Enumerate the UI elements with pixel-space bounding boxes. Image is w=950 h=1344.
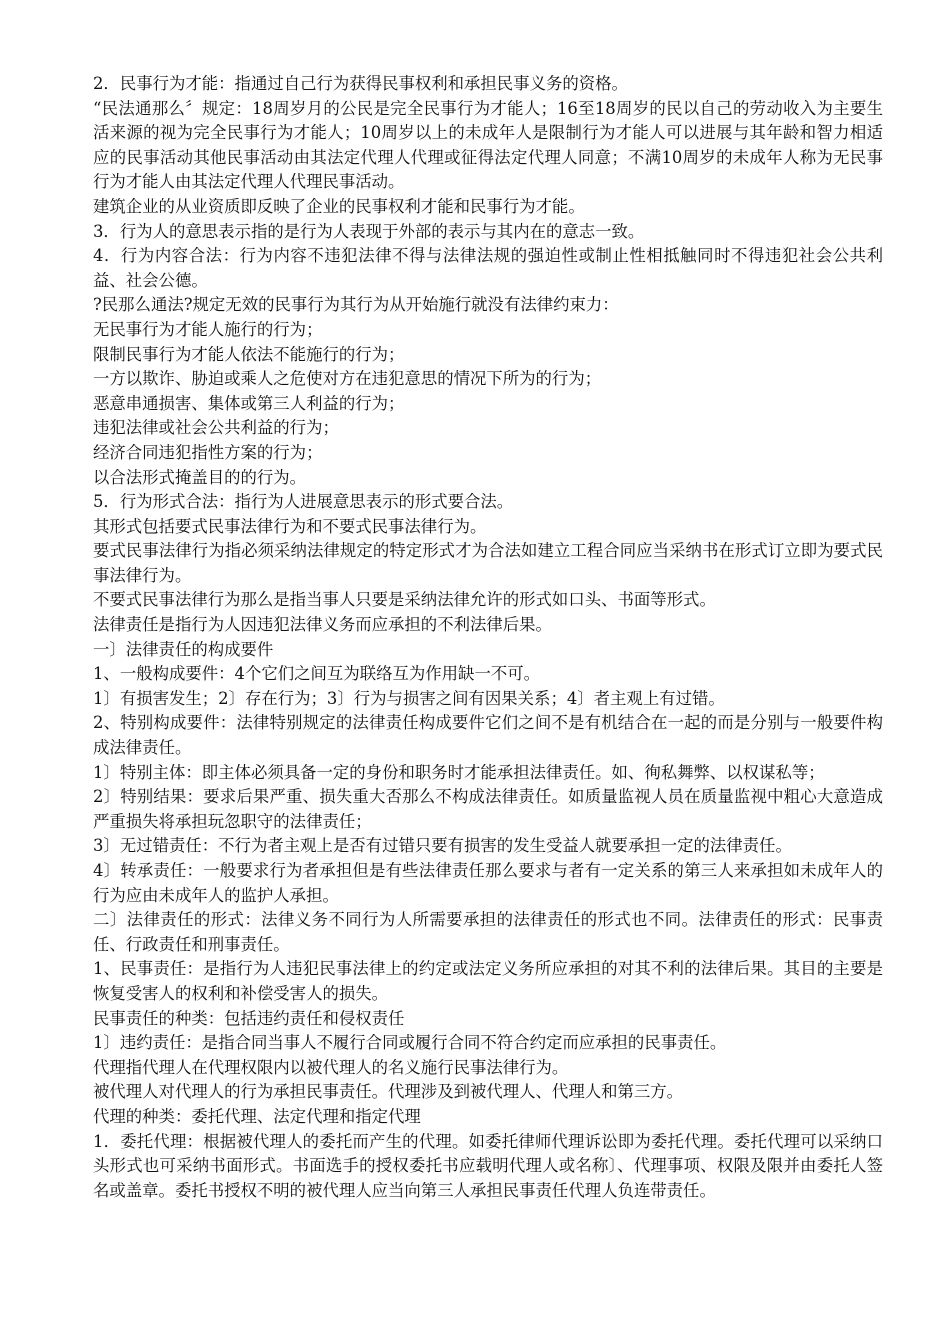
paragraph-legal-liability-definition: 法律责任是指行为人因违犯法律义务而应承担的不利法律后果。 bbox=[93, 615, 552, 635]
list-item-breach-liability: 1〕违约责任：是指合同当事人不履行合同或履行合同不符合约定而应承担的民事责任。 bbox=[93, 1033, 727, 1053]
list-item-invalid-act: 限制民事行为才能人依法不能施行的行为； bbox=[93, 344, 405, 364]
paragraph-special-elements: 2、特别构成要件：法律特别规定的法律责任构成要件它们之间不是有机结合在一起的而是分别与一般要件构成法律责任。 bbox=[93, 713, 883, 758]
paragraph-agency-types: 代理的种类：委托代理、法定代理和指定代理 bbox=[93, 1106, 421, 1126]
paragraph-informal-acts: 不要式民事法律行为那么是指当事人只要是采纳法律允许的形式如口头、书面等形式。 bbox=[93, 590, 716, 610]
list-item-invalid-act: 无民事行为才能人施行的行为； bbox=[93, 319, 323, 339]
paragraph-invalid-acts-intro: ?民那么通法?规定无效的民事行为其行为从开始施行就没有法律约束力： bbox=[93, 295, 619, 315]
paragraph-civil-capacity: 2．民事行为才能：指通过自己行为获得民事权利和承担民事义务的资格。 bbox=[93, 74, 628, 93]
paragraph-formal-acts: 要式民事法律行为指必须采纳法律规定的特定形式才为合法如建立工程合同应当采纳书在形式订立即为要式民事法律行为。 bbox=[93, 541, 883, 585]
paragraph-civil-liability-types: 民事责任的种类：包括违约责任和侵权责任 bbox=[93, 1008, 405, 1028]
list-item-invalid-act: 恶意串通损害、集体或第三人利益的行为； bbox=[93, 393, 405, 413]
list-item-special-result: 2〕特别结果：要求后果严重、损失重大否那么不构成法律责任。如质量监视人员在质量监视中粗心大意造成严重损失将承担玩忽职守的法律责任； bbox=[93, 787, 883, 831]
paragraph-intent-expression: 3．行为人的意思表示指的是行为人表现于外部的表示与其内在的意志一致。 bbox=[93, 221, 645, 241]
paragraph-general-elements: 1、一般构成要件：4个它们之间互为联络互为作用缺一不可。 bbox=[93, 664, 541, 684]
list-item-invalid-act: 违犯法律或社会公共利益的行为； bbox=[93, 418, 339, 438]
paragraph-general-principles-age: “民法通那么〞规定：18周岁月的公民是完全民事行为才能人；16至18周岁的民以自己的劳动收入为主要生活来源的视为完全民事行为才能人；10周岁以上的未成年人是限制行为才能人可以进展与其年龄和智力相适应的民事活动其他民事活动由其法定代理人代理或征得法定代理人同意；不满10周岁的未成年人称为无民事行为才能人由其法定代理人代理民事活动。 bbox=[93, 98, 883, 192]
paragraph-civil-liability: 1、民事责任：是指行为人违犯民事法律上的约定或法定义务所应承担的对其不利的法律后果。其目的主要是恢复受害人的权利和补偿受害人的损失。 bbox=[93, 959, 883, 1003]
list-item-vicarious-liability: 4〕转承责任：一般要求行为者承担但是有些法律责任那么要求与者有一定关系的第三人来承担如未成年人的行为应由未成年人的监护人承担。 bbox=[93, 861, 883, 905]
paragraph-entrusted-agency: 1．委托代理：根据被代理人的委托而产生的代理。如委托律师代理诉讼即为委托代理。委托代理可以采纳口头形式也可采纳书面形式。书面选手的授权委托书应载明代理人或名称〕、代理事项、权限及限并由委托人签名或盖章。委托书授权不明的被代理人应当向第三人承担民事责任代理人负连带责任。 bbox=[93, 1131, 883, 1200]
paragraph-lawful-form: 5．行为形式合法：指行为人进展意思表示的形式要合法。 bbox=[93, 492, 514, 512]
paragraph-lawful-content: 4．行为内容合法：行为内容不违犯法律不得与法律法规的强迫性或制止性相抵触同时不得违犯社会公共利益、社会公德。 bbox=[93, 246, 883, 290]
paragraph-general-elements-list: 1〕有损害发生；2〕存在行为；3〕行为与损害之间有因果关系；4〕者主观上有过错。 bbox=[93, 688, 725, 708]
list-item-invalid-act: 以合法形式掩盖目的的行为。 bbox=[93, 467, 307, 487]
list-item-invalid-act: 经济合同违犯指性方案的行为； bbox=[93, 442, 323, 462]
paragraph-form-types: 其形式包括要式民事法律行为和不要式民事法律行为。 bbox=[93, 516, 487, 536]
list-item-no-fault-liability: 3〕无过错责任：不行为者主观上是否有过错只要有损害的发生受益人就要承担一定的法律责任。 bbox=[93, 836, 792, 856]
list-item-invalid-act: 一方以欺诈、胁迫或乘人之危使对方在违犯意思的情况下所为的行为； bbox=[93, 369, 602, 389]
list-item-special-subject: 1〕特别主体：即主体必须具备一定的身份和职务时才能承担法律责任。如、徇私舞弊、以权谋私等； bbox=[93, 762, 825, 782]
paragraph-agency-definition: 代理指代理人在代理权限内以被代理人的名义施行民事法律行为。 bbox=[93, 1057, 569, 1077]
paragraph-enterprise-qualification: 建筑企业的从业资质即反映了企业的民事权利才能和民事行为才能。 bbox=[93, 196, 585, 216]
document-page bbox=[93, 72, 883, 1203]
paragraph-agency-parties: 被代理人对代理人的行为承担民事责任。代理涉及到被代理人、代理人和第三方。 bbox=[93, 1082, 684, 1102]
section-heading-liability-forms: 二〕法律责任的形式：法律义务不同行为人所需要承担的法律责任的形式也不同。法律责任的形式：民事责任、行政责任和刑事责任。 bbox=[93, 910, 883, 954]
section-heading-liability-elements: 一〕法律责任的构成要件 bbox=[93, 639, 274, 659]
